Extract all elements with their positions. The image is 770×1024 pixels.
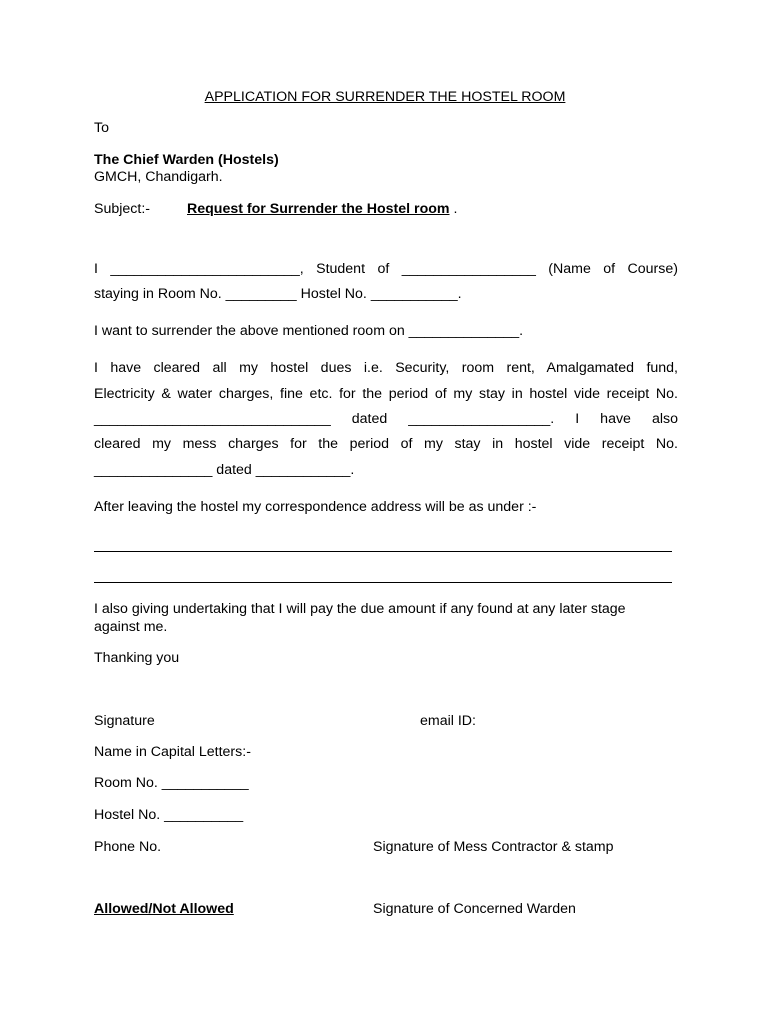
dues-line-2: Electricity & water charges, fine etc. for the period of my stay in hostel vide receipt No. — [94, 386, 678, 402]
addressee-name: The Chief Warden (Hostels) — [94, 152, 279, 168]
surrender-date-line: I want to surrender the above mentioned room on ______________. — [94, 323, 524, 339]
subject-line — [187, 201, 457, 218]
document-title: APPLICATION FOR SURRENDER THE HOSTEL ROOM — [204, 89, 566, 105]
subject-end: . — [449, 201, 458, 217]
dues-line-4: cleared my mess charges for the period of my stay in hostel vide receipt No. — [94, 436, 678, 452]
dues-line-1: I have cleared all my hostel dues i.e. Security, room rent, Amalgamated fund, — [94, 360, 678, 376]
address-intro: After leaving the hostel my correspondence address will be as under :- — [94, 499, 537, 515]
student-line-2: staying in Room No. _________ Hostel No. ___________. — [94, 286, 462, 302]
undertaking-line-2: against me. — [94, 619, 168, 635]
addressee-place: GMCH, Chandigarh. — [94, 169, 223, 185]
address-line-2[interactable] — [94, 582, 672, 583]
thanking-text: Thanking you — [94, 650, 180, 666]
hostel-no-field: Hostel No. __________ — [94, 807, 244, 823]
address-line-1[interactable] — [94, 551, 672, 552]
undertaking-line-1: I also giving undertaking that I will pay the due amount if any found at any later stage — [94, 601, 626, 617]
mess-contractor-signature: Signature of Mess Contractor & stamp — [373, 839, 614, 855]
name-capitals-label: Name in Capital Letters:- — [94, 744, 251, 760]
warden-signature: Signature of Concerned Warden — [373, 901, 576, 917]
signature-label: Signature — [94, 713, 155, 729]
to-label: To — [94, 120, 109, 136]
allowed-status: Allowed/Not Allowed — [94, 901, 234, 917]
dues-line-5: _______________ dated ____________. — [94, 462, 355, 478]
dues-line-3: ______________________________ dated __________________. I have also — [94, 411, 678, 427]
subject-text: Request for Surrender the Hostel room — [187, 201, 450, 217]
subject-label: Subject:- — [94, 201, 150, 217]
student-line-1: I ________________________, Student of _________________ (Name of Course) — [94, 261, 678, 277]
room-no-field: Room No. ___________ — [94, 775, 249, 791]
email-label: email ID: — [420, 713, 476, 729]
phone-no-label: Phone No. — [94, 839, 162, 855]
